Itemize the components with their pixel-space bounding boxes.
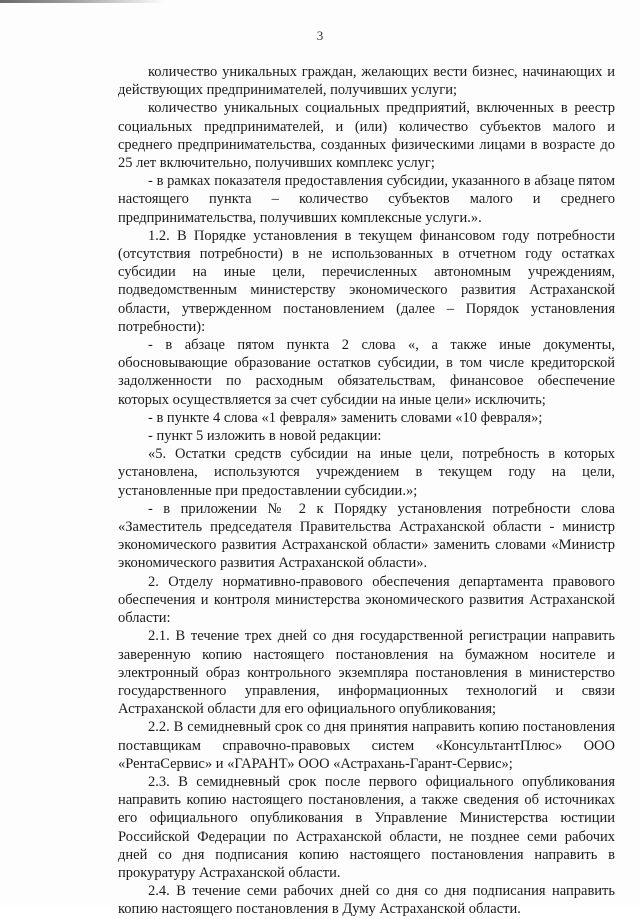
paragraph-10: 2. Отделу нормативно-правового обеспечения департамента правового обеспечения и контроля министерства экономического развития Астраханской области:: [118, 573, 615, 627]
paragraph-3: - в рамках показателя предоставления субсидии, указанного в абзаце пятом настоящего пункта – количество субъектов малого и среднего предпринимательства, получивших комплексные услуги.».: [118, 173, 615, 226]
paragraph-13: 2.3. В семидневный срок после первого официального опубликования направить копию настоящего постановления, а также сведения об источниках его официального опубликования в Управление Министерства юстиции Российской Федерации по Астраханской области, не позднее семи рабочих дней со дня подписания копию настоящего постановления направить в прокуратуру Астраханской области.: [118, 773, 615, 881]
page-number: 3: [316, 28, 324, 43]
paragraph-7: - пункт 5 изложить в новой редакции:: [148, 428, 382, 445]
paragraph-14: 2.4. В течение семи рабочих дней со дня со дня подписания направить копию настоящего постановления в Думу Астраханской области.: [118, 883, 615, 918]
paragraph-1: количество уникальных граждан, желающих вести бизнес, начинающих и действующих предпринимателей, получивших услуги;: [118, 64, 615, 99]
paragraph-5: - в абзаце пятом пункта 2 слова «, а также иные документы, обосновывающие образование остатков субсидии, в том числе кредиторской задолженности по расходным обязательствам, финансовое обеспечение которых осуществляется за счет субсидии на иные цели» исключить;: [118, 337, 615, 408]
paragraph-12: 2.2. В семидневный срок со дня принятия направить копию постановления поставщикам справочно-правовых систем «КонсультантПлюс» ООО «РентаСервис» и «ГАРАНТ» ООО «Астрахань-Гарант-Сервис»;: [118, 719, 615, 772]
paragraph-6: - в пункте 4 слова «1 февраля» заменить словами «10 февраля»;: [148, 409, 543, 426]
document-body: [118, 63, 615, 919]
paragraph-8: «5. Остатки средств субсидии на иные цели, потребность в которых установлена, используются учреждением в текущем году на цели, установленные при предоставлении субсидии.»;: [118, 446, 615, 499]
paragraph-2: количество уникальных социальных предприятий, включенных в реестр социальных предпринимателей, и (или) количество субъектов малого и среднего предпринимательства, созданных физическими лицами в возрасте до 25 лет включительно, получивших комплекс услуг;: [118, 100, 615, 172]
paragraph-4: 1.2. В Порядке установления в текущем финансовом году потребности (отсутствия потребности) в не использованных в отчетном году остатках субсидии на иные цели, перечисленных автономным учреждениям, подведомственным министерству экономического развития Астраханской области, утвержденном постановлением (далее – Порядок установления потребности):: [118, 227, 615, 335]
paragraph-9: - в приложении № 2 к Порядку установления потребности слова «Заместитель председателя Правительства Астраханской области - министр экономического развития Астраханской области» заменить словами «Министр экономического развития Астраханской области».: [118, 500, 615, 572]
paragraph-11: 2.1. В течение трех дней со дня государственной регистрации направить заверенную копию настоящего постановления на бумажном носителе и электронный образ контрольного экземпляра постановления в министерство государственного управления, информационных технологий и связи Астраханской области для его официального опубликования;: [118, 628, 615, 718]
scan-edge-mark: [0, 0, 165, 3]
